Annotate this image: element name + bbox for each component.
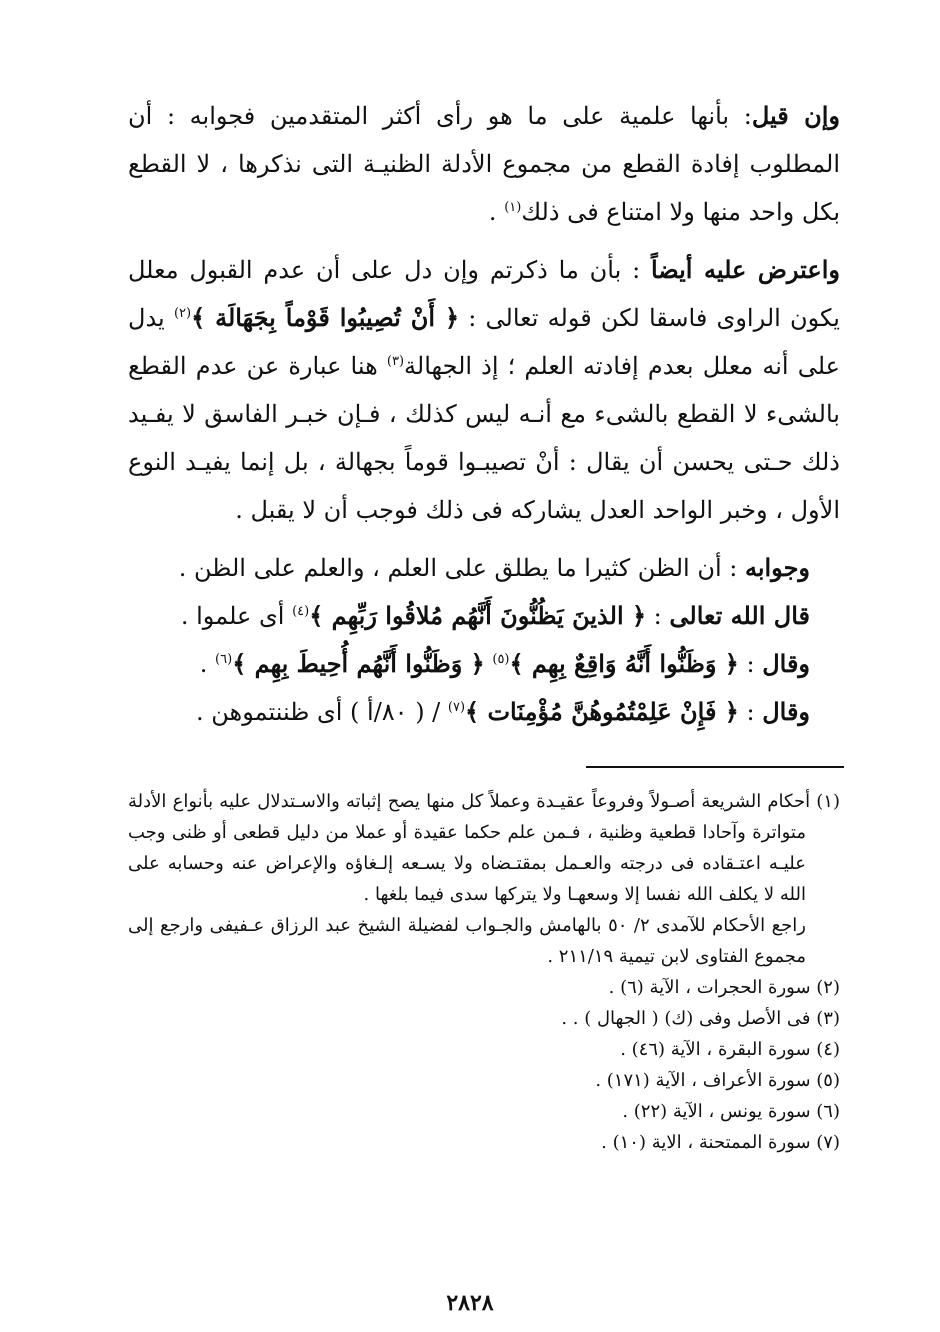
footnote-2: (٢) سورة الحجرات ، الآية (٦) .	[608, 977, 840, 998]
paragraph-text: : بأنها علمية على ما هو رأى أكثر المتقدمين فجوابه : أن المطلوب إفادة القطع من مجموع الأدلة الظنيـة التى نذكرها ، لا القطع بكل واحد منها ولا امتناع فى ذلك	[128, 102, 840, 226]
quran-quote: ﴿ أَنْ تُصِيبُوا قَوْماً بِجَهَالَة ﴾	[191, 303, 460, 332]
footnote-1: (١) أحكام الشريعة أصـولاً وفروعاً عقيـدة وعملاً كل منها يصح إثباته والاسـتدلال عليه بأنواع الأدلة متواترة وآحادا قطعية وظنية ، فـمن علم حكما عقيدة أو عملا من دليل قطعى أو ظنى وجب عليـه اعتـقاده فى درجته والعـمل بمقتـضاه ولا يسـعه إلـغاؤه والإعراض عنه وحسابه على الله لا يكلف الله نفسا إلا وسعهـا ولا يتركها سدى فيما بلغها .	[128, 791, 840, 905]
footnote-1-continuation: راجع الأحكام للآمدى ٢/ ٥٠ بالهامش والجـواب لفضيلة الشيخ عبد الرزاق عـفيفى وارجع إلى مجموع الفتاوى لابن تيمية ٢١١/١٩ .	[128, 915, 806, 967]
footnote-4: (٤) سورة البقرة ، الآية (٤٦) .	[620, 1039, 840, 1060]
quran-quote: ﴿ وَظَنُّوا أَنَّهُ وَاقِعٌ بِهِم ﴾	[509, 649, 739, 678]
footnote-ref: (٥)	[492, 652, 510, 667]
footnote-ref: (٧)	[447, 700, 466, 715]
paragraph-text: : أن الظن كثيرا ما يطلق على العلم ، والعلم على الظن .	[178, 554, 745, 582]
footnote-ref: (١)	[504, 200, 522, 215]
paragraph-objection-1	[128, 92, 840, 236]
paragraph-lead: وقال	[762, 649, 810, 678]
quran-quote: ﴿ الذينَ يَظُنُّونَ أَنَّهُم مُلاقُوا رَبِّهِم ﴾	[309, 601, 647, 630]
paragraph-answer	[128, 544, 840, 592]
paragraph-lead: واعترض عليه أيضاً	[650, 255, 840, 284]
paragraph-text: .	[488, 198, 505, 226]
main-text	[128, 92, 840, 736]
paragraph-text: .	[199, 650, 216, 678]
footnote-ref: (٣)	[386, 354, 405, 369]
paragraph-lead: وإن قيل	[751, 101, 840, 130]
footnote-ref: (٦)	[215, 652, 233, 667]
paragraph-text: يدل على أنه معلل بعدم إفادته العلم ؛ إذ الجهالة	[128, 304, 841, 380]
paragraph-text: :	[738, 698, 763, 726]
paragraph-quote-1	[128, 592, 840, 640]
page-number: ٢٨٢٨	[446, 1290, 494, 1316]
paragraph-objection-2	[128, 246, 840, 534]
footnote-separator	[586, 766, 844, 768]
paragraph-text: :	[646, 602, 670, 630]
paragraph-text: أى علموا .	[180, 602, 293, 630]
quran-quote: ﴿ وَظَنُّوا أَنَّهُم أُحِيطَ بِهِم ﴾	[232, 649, 485, 678]
paragraph-lead: وقال	[762, 697, 810, 726]
footnote-ref: (٤)	[292, 604, 310, 619]
footnote-6: (٦) سورة يونس ، الآية (٢٢) .	[622, 1101, 840, 1122]
paragraph-quote-3	[128, 688, 840, 736]
paragraph-lead: وجوابه	[744, 553, 810, 582]
paragraph-text: : بأن ما ذكرتم وإن دل على أن عدم القبول معلل يكون الراوى فاسقا لكن قوله تعالى :	[128, 256, 840, 332]
paragraph-quote-2	[128, 640, 840, 688]
footnote-7: (٧) سورة الممتحنة ، الاية (١٠) .	[601, 1132, 840, 1153]
paragraph-text: / ( ٨٠/أ ) أى ظننتموهن .	[196, 698, 448, 726]
paragraph-lead: قال الله تعالى	[669, 601, 810, 630]
paragraph-text: هنا عبارة عن عدم القطع بالشىء لا القطع بالشىء مع أنـه ليس كذلك ، فـإن خبـر الفاسق لا يفـيد ذلك حـتى يحسن أن يقال : أنْ تصيبـوا قوماً بجهالة ، بل إنما يفيـد النوع الأول ، وخبر الواحد العدل يشاركه فى ذلك فوجب أن لا يقبل .	[128, 352, 840, 524]
footnote-3: (٣) فى الأصل وفى (ك) ( الجهال ) . .	[561, 1008, 840, 1029]
footnote-ref: (٢)	[173, 306, 192, 321]
footnote-5: (٥) سورة الأعراف ، الآية (١٧١) .	[595, 1070, 840, 1091]
quran-quote: ﴿ فَإِنْ عَلِمْتُمُوهُنَّ مُؤْمِنَات ﴾	[465, 697, 739, 726]
paragraph-text: :	[738, 650, 763, 678]
footnotes	[128, 786, 840, 1158]
